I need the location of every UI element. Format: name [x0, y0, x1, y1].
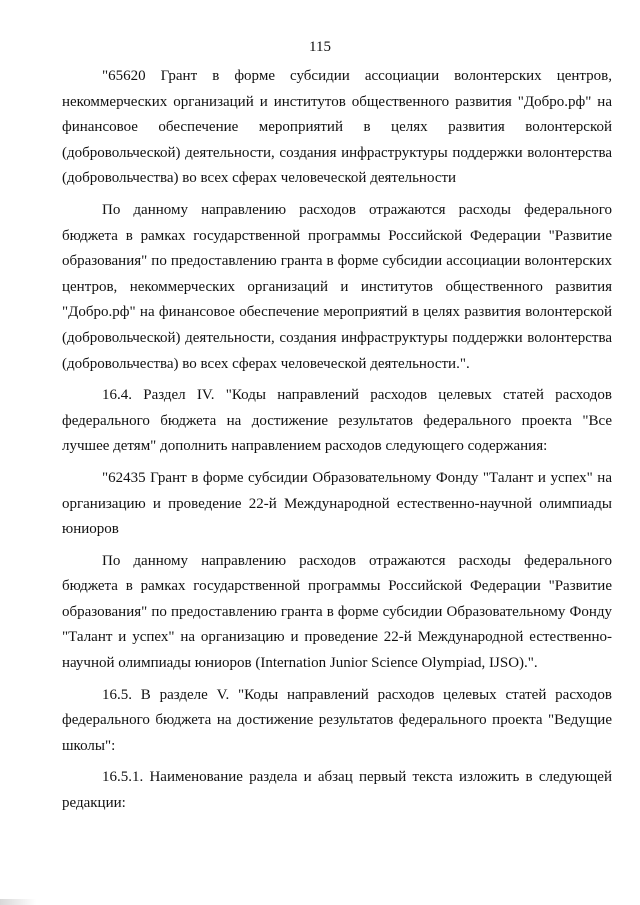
document-body [62, 64, 612, 817]
paragraph-grant-62435: "62435 Грант в форме субсидии Образовательному Фонду "Талант и успех" на организацию и проведение 22-й Международной естественно-научной олимпиады юниоров [62, 469, 612, 538]
scan-artifact [0, 899, 36, 905]
paragraph-16-4: 16.4. Раздел IV. "Коды направлений расходов целевых статей расходов федерального бюджета на достижение результатов федерального проекта "Все лучшее детям" дополнить направлением расходов следующего содержания: [62, 387, 612, 455]
paragraph-grant-65620-description: По данному направлению расходов отражаются расходы федерального бюджета в рамках государственной программы Российской Федерации "Развитие образования" по предоставлению гранта в форме субсидии ассоциации волонтерских центров, некоммерческих организаций и институтов общественного развития "Добро.рф" на финансовое обеспечение мероприятий в целях развития волонтерской (добровольческой) деятельности, создания инфраструктуры поддержки волонтерства (добровольчества) во всех сферах человеческой деятельности.". [62, 201, 612, 372]
paragraph-grant-62435-description: По данному направлению расходов отражаются расходы федерального бюджета в рамках государственной программы Российской Федерации "Развитие образования" по предоставлению гранта в форме субсидии Образовательному Фонду "Талант и успех" на организацию и проведение 22-й Международной естественно-научной олимпиады юниоров (Internation Junior Science Olympiad, IJSO).". [62, 552, 612, 672]
paragraph-16-5-1: 16.5.1. Наименование раздела и абзац первый текста изложить в следующей редакции: [62, 769, 612, 812]
paragraph-grant-65620: "65620 Грант в форме субсидии ассоциации волонтерских центров, некоммерческих организаций и институтов общественного развития "Добро.рф" на финансовое обеспечение мероприятий в целях развития волонтерской (добровольческой) деятельности, создания инфраструктуры поддержки волонтерства (добровольчества) во всех сферах человеческой деятельности [62, 68, 612, 187]
paragraph-16-5: 16.5. В разделе V. "Коды направлений расходов целевых статей расходов федерального бюджета на достижение результатов федерального проекта "Ведущие школы": [62, 686, 612, 754]
page-number: 115 [309, 39, 331, 55]
